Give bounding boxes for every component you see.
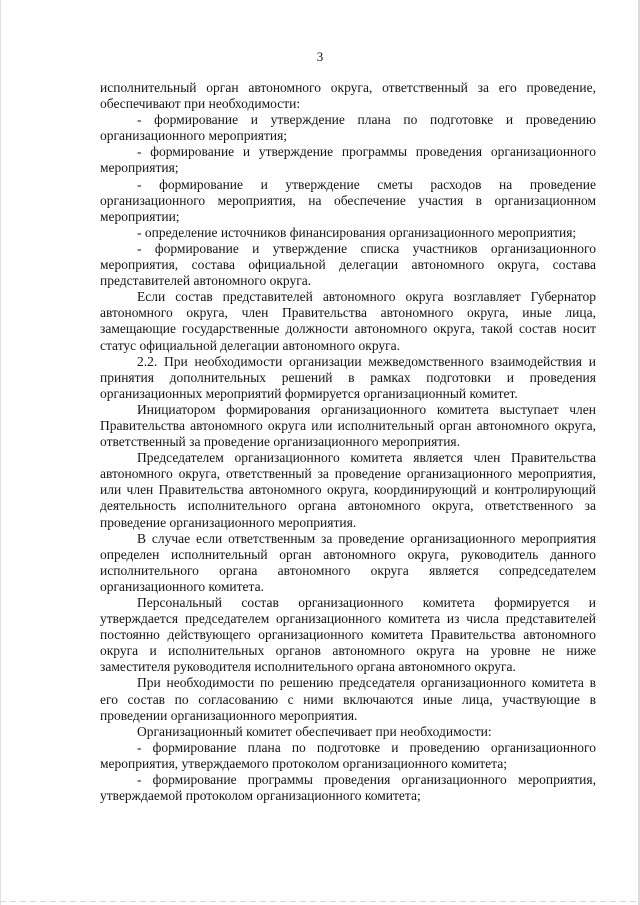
list-item-plan: - формирование и утверждение плана по подготовке и проведению организационного мероприятия; bbox=[100, 112, 596, 144]
list-item-participants: - формирование и утверждение списка участников организационного мероприятия, состава официальной делегации автономного округа, состава представителей автономного округа. bbox=[100, 240, 596, 289]
list-item-committee-plan: - формирование плана по подготовке и проведению организационного мероприятия, утверждаемого протоколом организационного комитета; bbox=[100, 739, 596, 771]
list-item-funding: - определение источников финансирования организационного мероприятия; bbox=[137, 224, 577, 240]
paragraph-committee-duties: Организационный комитет обеспечивает при необходимости: bbox=[137, 723, 492, 739]
paragraph-co-chair: В случае если ответственным за проведение организационного мероприятия определен исполнительный орган автономного округа, руководитель данного исполнительного органа автономного округа является сопредседателем организационного комитета. bbox=[100, 530, 596, 594]
paragraph-delegation-status: Если состав представителей автономного округа возглавляет Губернатор автономного округа, член Правительства автономного округа, иные лица, замещающие государственные должности автономного округа, такой состав носит статус официальной делегации автономного округа. bbox=[100, 289, 596, 353]
scan-edge-bottom bbox=[0, 901, 640, 902]
paragraph-continuation: исполнительный орган автономного округа, ответственный за его проведение, обеспечивают при необходимости: bbox=[100, 80, 596, 112]
paragraph-section-2-2: 2.2. При необходимости организации межведомственного взаимодействия и принятия дополнительных решений в рамках подготовки и проведения организационных мероприятий формируется организационный комитет. bbox=[100, 353, 596, 401]
paragraph-other-members: При необходимости по решению председателя организационного комитета в его состав по согласованию с ними включаются иные лица, участвующие в проведении организационного мероприятия. bbox=[100, 675, 596, 723]
paragraph-committee-composition: Персональный состав организационного комитета формируется и утверждается председателем организационного комитета из числа представителей постоянно действующего организационного комитета Правительства автономного округа и исполнительных органов автономного округа на уровне не ниже заместителя руководителя исполнительного органа автономного округа. bbox=[100, 595, 596, 675]
document-body bbox=[100, 80, 596, 804]
paragraph-committee-chair: Председателем организационного комитета является член Правительства автономного округа, ответственный за проведение организационного мероприятия, или член Правительства автономного округа, координирующий и контролирующий деятельность исполнительного органа автономного округа, ответственного за проведение организационного мероприятия. bbox=[100, 450, 596, 530]
list-item-budget: - формирование и утверждение сметы расходов на проведение организационного мероприятия, на обеспечение участия в организационном мероприятии; bbox=[100, 176, 596, 224]
list-item-committee-program: - формирование программы проведения организационного мероприятия, утверждаемой протоколом организационного комитета; bbox=[100, 772, 596, 804]
page-number: 3 bbox=[316, 49, 324, 64]
scan-edge-left bbox=[0, 0, 1, 905]
list-item-program: - формирование и утверждение программы проведения организационного мероприятия; bbox=[100, 144, 596, 176]
paragraph-committee-initiator: Инициатором формирования организационного комитета выступает член Правительства автономного округа или исполнительный орган автономного округа, ответственный за проведение организационного мероприятия. bbox=[100, 401, 596, 450]
